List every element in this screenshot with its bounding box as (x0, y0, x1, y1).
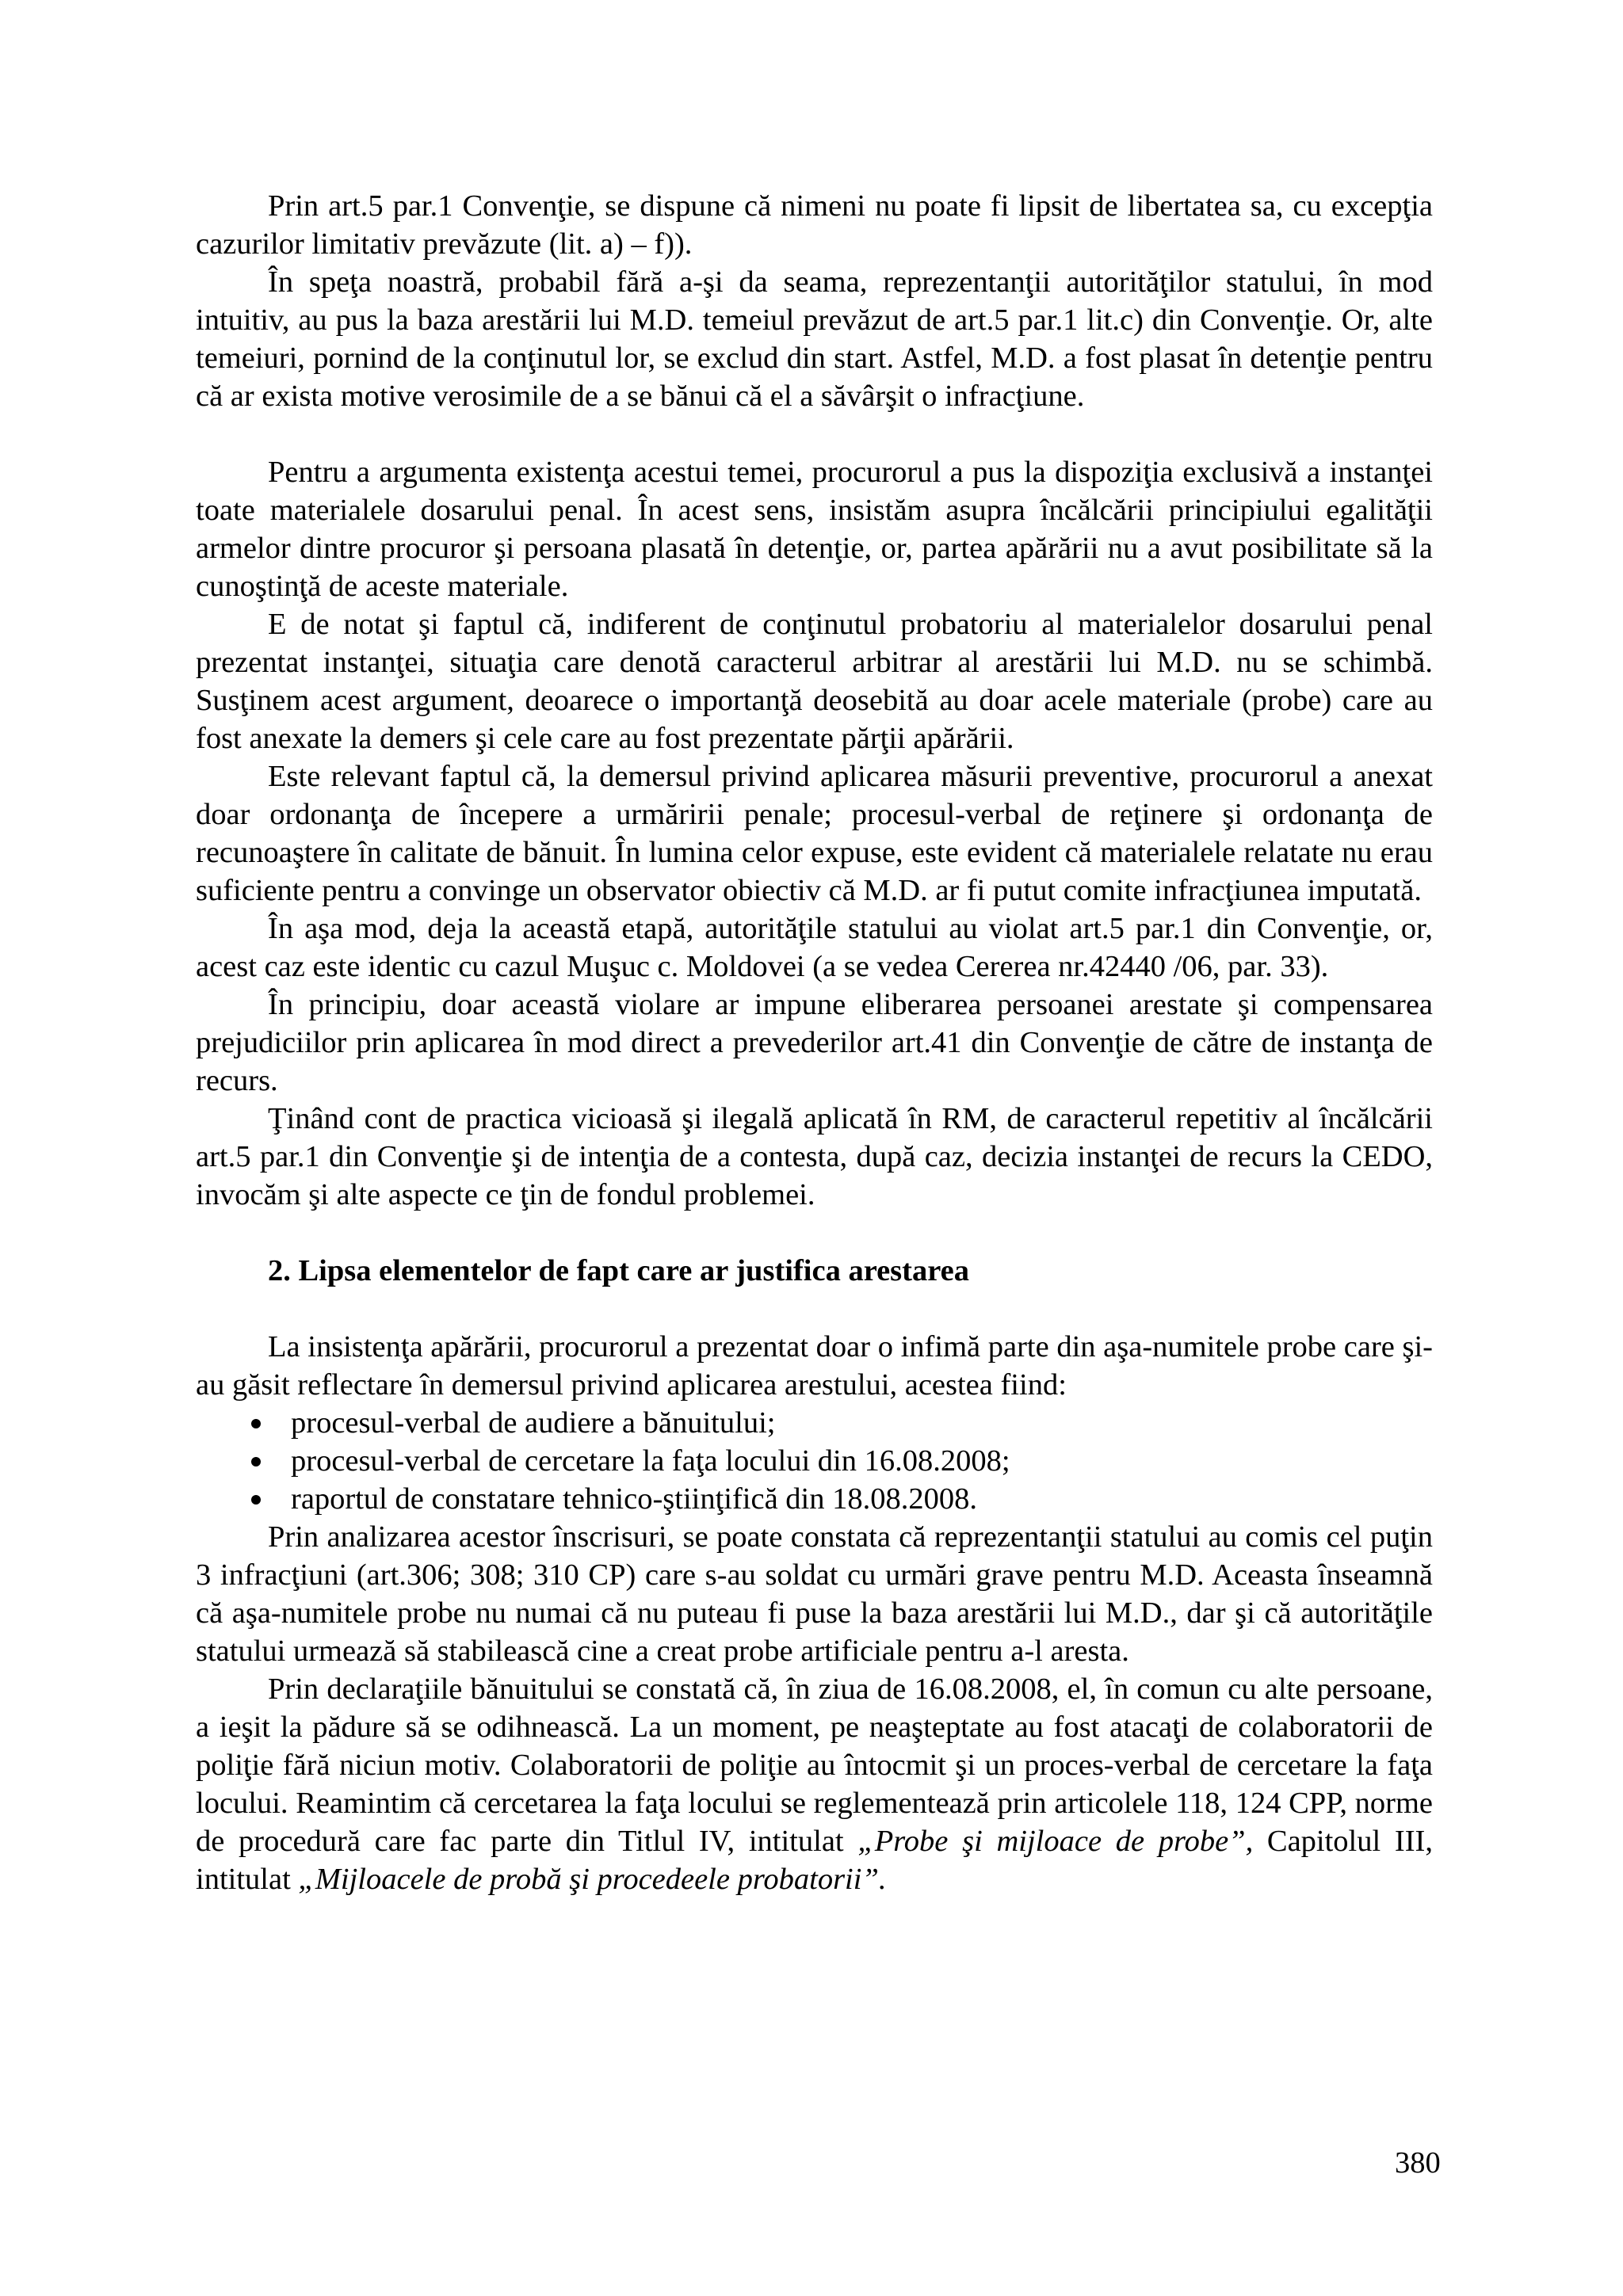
paragraph: În aşa mod, deja la această etapă, autorităţile statului au violat art.5 par.1 din Convenţie, or, acest caz este identic cu cazul Muşuc c. Moldovei (a se vedea Cererea nr.42440 /06, par. 33). (196, 912, 1433, 983)
paragraph: La insistenţa apărării, procurorul a prezentat doar o infimă parte din aşa-numitele probe care şi-au găsit reflectare în demersul privind aplicarea arestului, acestea fiind: (196, 1330, 1433, 1402)
paragraph-text: Capitolul III, intitulat (196, 1825, 1433, 1896)
paragraph: Pentru a argumenta existenţa acestui temei, procurorul a pus la dispoziţia exclusivă a instanţei toate materialele dosarului penal. În acest sens, insistăm asupra încălcării principiului egalităţii armelor dintre procuror şi persoana plasată în detenţie, or, partea apărării nu a avut posibilitate să la cunoştinţă de aceste materiale. (196, 456, 1433, 603)
paragraph (196, 1670, 1433, 1898)
paragraph: Ţinând cont de practica vicioasă şi ilegală aplicată în RM, de caracterul repetitiv al încălcării art.5 par.1 din Convenţie şi de intenţia de a contesta, după caz, decizia instanţei de recurs la CEDO, invocăm şi alte aspecte ce ţin de fondul problemei. (196, 1102, 1433, 1211)
list-item-text: procesul-verbal de cercetare la faţa locului din 16.08.2008; (291, 1444, 1010, 1478)
section-heading: 2. Lipsa elementelor de fapt care ar justifica arestarea (268, 1254, 969, 1287)
spacer (196, 415, 1433, 453)
paragraph: E de notat şi faptul că, indiferent de conţinutul probatoriu al materialelor dosarului penal prezentat instanţei, situaţia care denotă caracterul arbitrar al arestării lui M.D. nu se schimbă. Susţinem acest argument, deoarece o importanţă deosebită au doar acele materiale (probe) care au fost anexate la demers şi cele care au fost prezentate părţii apărării. (196, 608, 1433, 755)
spacer (196, 1290, 1433, 1328)
bullet-icon (251, 1495, 261, 1505)
document-page (196, 187, 1433, 1898)
italic-title: „Mijloacele de probă şi procedeele probatorii”. (298, 1863, 887, 1896)
list-item (196, 1480, 1433, 1518)
paragraph: În speţa noastră, probabil fără a-şi da seama, reprezentanţii autorităţilor statului, în mod intuitiv, au pus la baza arestării lui M.D. temeiul prevăzut de art.5 par.1 lit.c) din Convenţie. Or, alte temeiuri, pornind de la conţinutul lor, se exclud din start. Astfel, M.D. a fost plasat în detenţie pentru că ar exista motive verosimile de a se bănui că el a săvârşit o infracţiune. (196, 265, 1433, 413)
paragraph-text: Prin declaraţiile bănuitului se constată că, în ziua de 16.08.2008, el, în comun cu alte persoane, a ieşit la pădure să se odihnească. La un moment, pe neaşteptate au fost atacaţi de colaboratorii de poliţie fără niciun motiv. Colaboratorii de poliţie au întocmit şi un proces-verbal de cercetare la faţa locului. Reamintim că cercetarea la faţa locului se reglementează prin articolele 118, 124 CPP, norme de procedură care fac parte din Titlul IV, intitulat (196, 1672, 1433, 1858)
paragraph: Este relevant faptul că, la demersul privind aplicarea măsurii preventive, procurorul a anexat doar ordonanţa de începere a urmăririi penale; procesul-verbal de reţinere şi ordonanţa de recunoaştere în calitate de bănuit. În lumina celor expuse, este evident că materialele relatate nu erau suficiente pentru a convinge un observator obiectiv că M.D. ar fi putut comite infracţiunea imputată. (196, 760, 1433, 907)
list-item (196, 1404, 1433, 1442)
spacer (196, 1214, 1433, 1252)
list-item-text: raportul de constatare tehnico-ştiinţifică din 18.08.2008. (291, 1482, 978, 1516)
paragraph: Prin art.5 par.1 Convenţie, se dispune că nimeni nu poate fi lipsit de libertatea sa, cu excepţia cazurilor limitativ prevăzute (lit. a) – f)). (196, 189, 1433, 261)
list-item-text: procesul-verbal de audiere a bănuitului; (291, 1406, 776, 1440)
bullet-icon (251, 1419, 261, 1428)
list-item (196, 1442, 1433, 1480)
bullet-list (196, 1404, 1433, 1518)
italic-title: „Probe şi mijloace de probe”, (857, 1825, 1254, 1858)
bullet-icon (251, 1457, 261, 1466)
paragraph: În principiu, doar această violare ar impune eliberarea persoanei arestate şi compensarea prejudiciilor prin aplicarea în mod direct a prevederilor art.41 din Convenţie de către de instanţa de recurs. (196, 988, 1433, 1097)
page-number: 380 (1395, 2146, 1441, 2180)
paragraph: Prin analizarea acestor înscrisuri, se poate constata că reprezentanţii statului au comis cel puţin 3 infracţiuni (art.306; 308; 310 CP) care s-au soldat cu urmări grave pentru M.D. Aceasta înseamnă că aşa-numitele probe nu numai că nu puteau fi puse la baza arestării lui M.D., dar şi că autorităţile statului urmează să stabilească cine a creat probe artificiale pentru a-l aresta. (196, 1520, 1433, 1668)
